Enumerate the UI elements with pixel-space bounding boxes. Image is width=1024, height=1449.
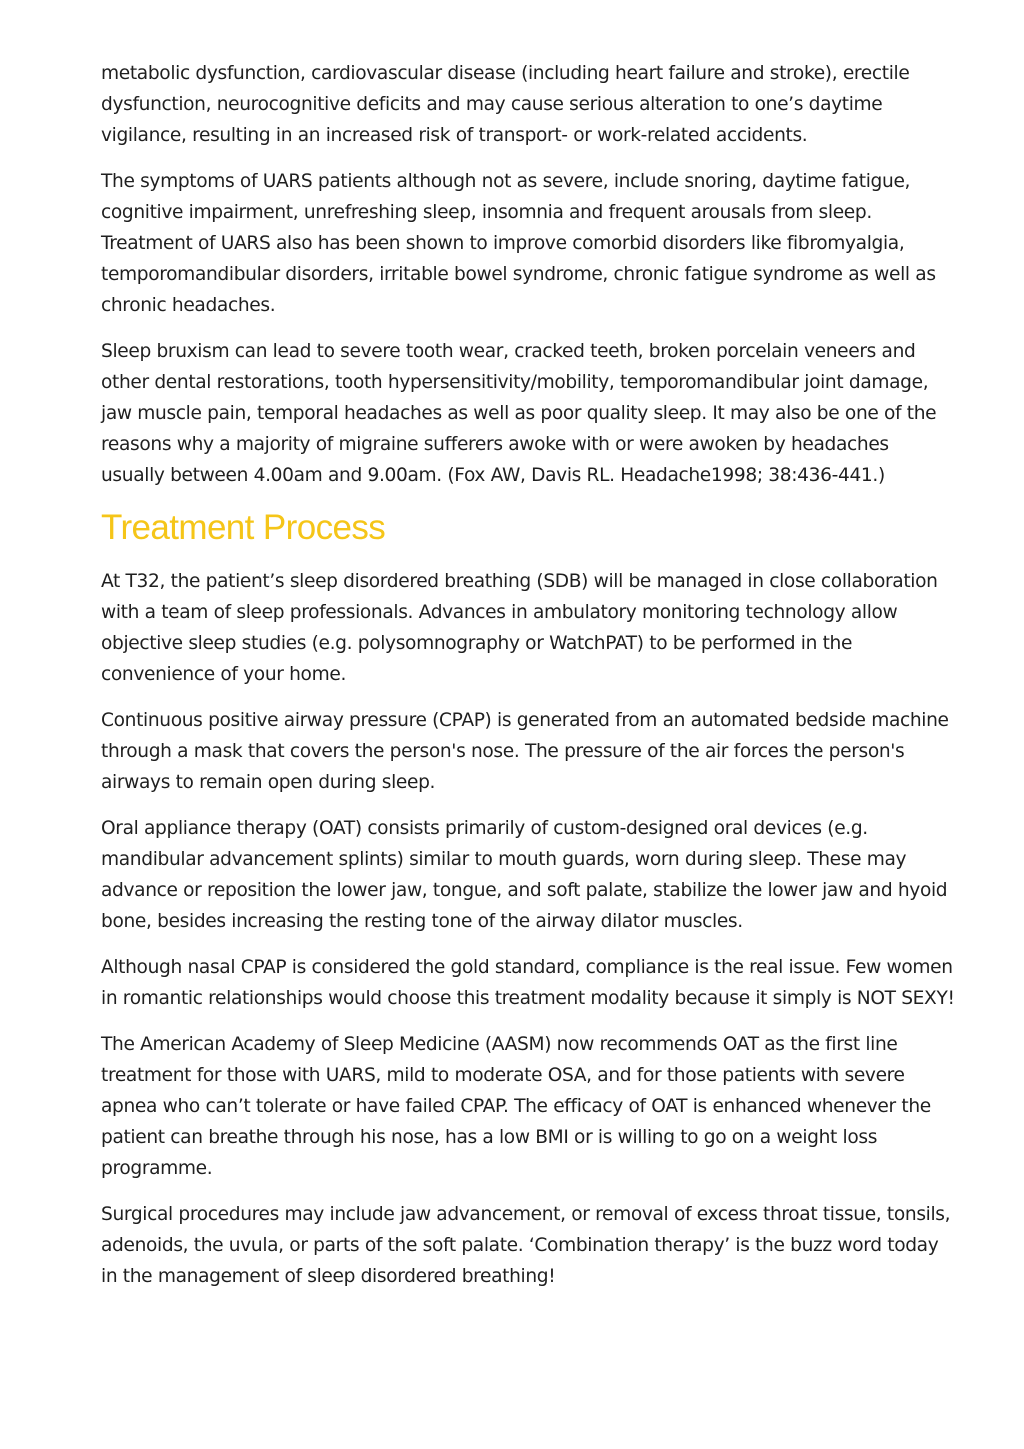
paragraph-complications: metabolic dysfunction, cardiovascular disease (including heart failure and stroke), erectile dysfunction, neurocognitive deficits and may cause serious alteration to one’s daytime vigilance, resulting in an increased risk of transport- or work-related accidents. [101, 63, 910, 146]
paragraph-t32-management: At T32, the patient’s sleep disordered breathing (SDB) will be managed in close collaboration with a team of sleep professionals. Advances in ambulatory monitoring technology allow objective sleep studies (e.g. polysomnography or WatchPAT) to be performed in the convenience of your home. [101, 571, 938, 685]
paragraph-surgical-procedures: Surgical procedures may include jaw advancement, or removal of excess throat tissue, tonsils, adenoids, the uvula, or parts of the soft palate. ‘Combination therapy’ is the buzz word today in the management of sleep disordered breathing! [101, 1204, 951, 1287]
paragraph-cpap-compliance: Although nasal CPAP is considered the gold standard, compliance is the real issue. Few women in romantic relationships would choose this treatment modality because it simply is NOT SEXY! [101, 957, 955, 1009]
paragraph-aasm-recommendation: The American Academy of Sleep Medicine (AASM) now recommends OAT as the first line treatment for those with UARS, mild to moderate OSA, and for those patients with severe apnea who can’t tolerate or have failed CPAP. The efficacy of OAT is enhanced whenever the patient can breathe through his nose, has a low BMI or is willing to go on a weight loss programme. [101, 1034, 931, 1179]
document-page [101, 58, 956, 1307]
section-heading-treatment-process: Treatment Process [101, 508, 386, 547]
paragraph-cpap: Continuous positive airway pressure (CPAP) is generated from an automated bedside machine through a mask that covers the person's nose. The pressure of the air forces the person's airways to remain open during sleep. [101, 710, 949, 793]
paragraph-oral-appliance-therapy: Oral appliance therapy (OAT) consists primarily of custom-designed oral devices (e.g. mandibular advancement splints) similar to mouth guards, worn during sleep. These may advance or reposition the lower jaw, tongue, and soft palate, stabilize the lower jaw and hyoid bone, besides increasing the resting tone of the airway dilator muscles. [101, 818, 948, 932]
paragraph-uars-symptoms: The symptoms of UARS patients although not as severe, include snoring, daytime fatigue, cognitive impairment, unrefreshing sleep, insomnia and frequent arousals from sleep. Treatment of UARS also has been shown to improve comorbid disorders like fibromyalgia, temporomandibular disorders, irritable bowel syndrome, chronic fatigue syndrome as well as chronic headaches. [101, 171, 936, 316]
paragraph-sleep-bruxism: Sleep bruxism can lead to severe tooth wear, cracked teeth, broken porcelain veneers and other dental restorations, tooth hypersensitivity/mobility, temporomandibular joint damage, jaw muscle pain, temporal headaches as well as poor quality sleep. It may also be one of the reasons why a majority of migraine sufferers awoke with or were awoken by headaches usually between 4.00am and 9.00am. (Fox AW, Davis RL. Headache1998; 38:436-441.) [101, 341, 937, 486]
